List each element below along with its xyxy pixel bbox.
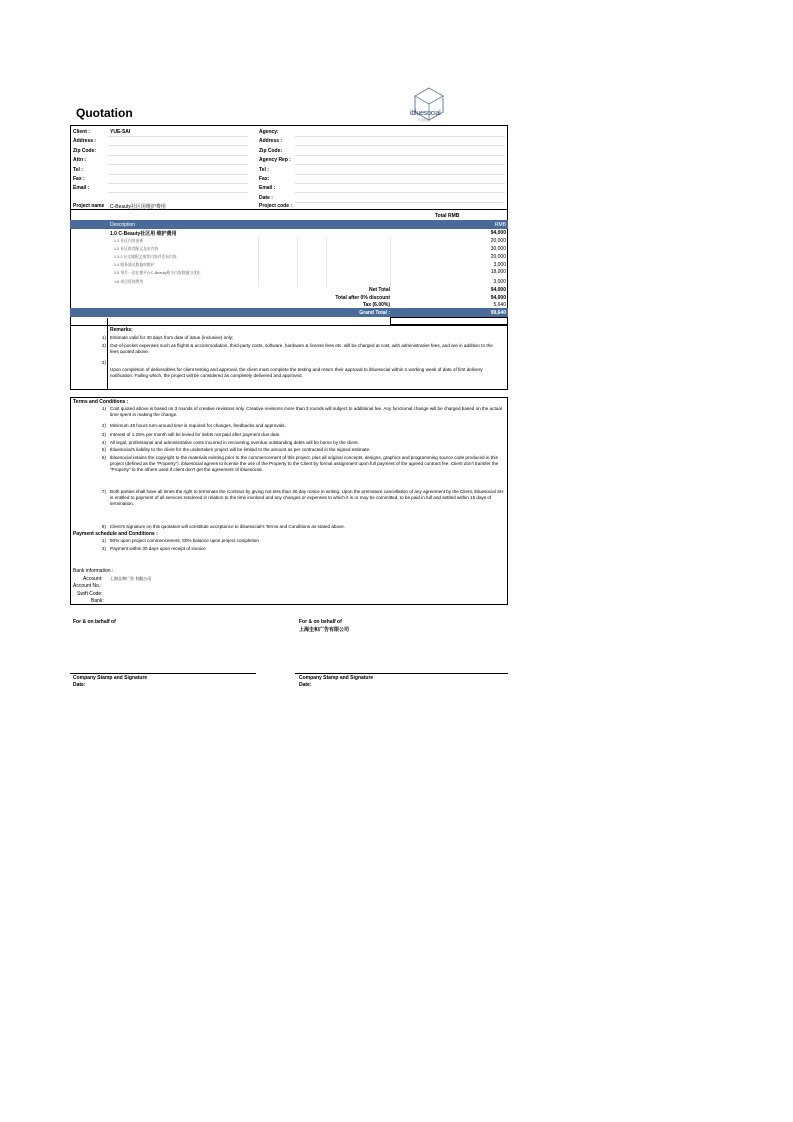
- field-line: [295, 155, 505, 156]
- field-line: [295, 174, 505, 175]
- term-text: Interest of 1.25% per month will be levied for debts not paid after payment due date.: [110, 432, 281, 437]
- bank-account-label: Account:: [83, 576, 103, 582]
- line-item-amount: 20,000: [490, 254, 506, 260]
- term-text: Both parties shall have all times the right to terminate the Contract by giving not less than 30 day notice in writing. Upon the premature cancellation of any agreement by the Client, ibluesocial SH is entitled to payment of all services rendered in relation to the time involved and any changes or expenses to which it is or may be committed, to be paid in full and settled within 15 days of termination.: [110, 489, 504, 506]
- line-item-text: 1.4 服务器及数据库维护: [114, 263, 155, 267]
- grand-total-bar: [70, 308, 508, 317]
- remark-number: 1): [101, 335, 106, 340]
- payment-text: Payment within 30 days upon receipt of invoice: [110, 545, 206, 551]
- line-item-amount: 3,000: [493, 262, 506, 268]
- right-stamp-label: Company Stamp and Signature: [299, 675, 374, 681]
- line-item-text: 1.5 每月一次在微平台C-Beauty相关内容数据与优化: [114, 271, 201, 275]
- grid-line: [297, 237, 298, 287]
- client-field-label: Email :: [73, 185, 90, 192]
- grand-total-label: Grand Total :: [359, 310, 390, 316]
- header-description: Description: [110, 222, 136, 228]
- client-field-label: Client :: [73, 129, 90, 135]
- client-field-label: Address :: [73, 138, 97, 145]
- items-header-bar: [70, 220, 508, 229]
- bank-account-value: 上海圭和广告 有限公司: [110, 576, 152, 581]
- left-behalf-label: For & on behalf of: [73, 619, 116, 625]
- payment-text: 50% upon project commencement, 50% balance upon project completion: [110, 538, 259, 543]
- agency-field-label: Agency:: [259, 129, 279, 135]
- bank-swift-label: Swift Code:: [77, 591, 103, 597]
- line-item-amount: 30,000: [490, 246, 506, 252]
- payment-number: 1): [101, 538, 106, 543]
- remarks-title: Remarks:: [110, 327, 133, 333]
- logo-text: ibluesocial: [410, 110, 441, 117]
- line-item-amount: 18,000: [490, 269, 506, 275]
- field-line: [295, 136, 505, 137]
- agency-field-label: Agency Rep :: [259, 157, 291, 164]
- remarks-divider: [107, 318, 108, 390]
- term-number: 3): [101, 432, 106, 437]
- term-text: Ibluesocial's liability to the client for the undertaken project will be limited to the amount as per contracted in the signed estimate.: [110, 447, 371, 452]
- agency-field-label: Zip Code:: [259, 147, 283, 154]
- line-item-text: 1.3.2 社交媒配文推荐内容并发布内容: [114, 255, 177, 259]
- term-number: 5): [101, 447, 106, 452]
- line-item-amount: 20,000: [490, 238, 506, 244]
- field-line: [108, 164, 248, 165]
- line-item-text: 1.1 社区内容更新: [114, 239, 144, 243]
- bank-account-no-label: Account No.:: [73, 583, 102, 589]
- term-number: 4): [101, 440, 106, 445]
- client-field-label: Attn :: [73, 157, 87, 164]
- field-line: [295, 183, 505, 184]
- grid-line: [390, 237, 391, 287]
- left-date-label: Date:: [73, 682, 86, 688]
- remark-text: Upon completion of deliverables for client testing and approval, the client must complete the testing and return their approval to ibluesocial within 1 working week of date of first delivery notification. Failing which, the project will be considered as completely delivered and approved.: [110, 367, 483, 378]
- field-line: [108, 174, 248, 175]
- remark-number: 3): [101, 360, 106, 365]
- field-line: [295, 192, 505, 193]
- term-text: Ibluesocial retains the copyright to the materials existing prior to the commencement of this project, plus all original concepts, designs, graphics and programming source code produced in this project (defined as the “Property”). ibluesocial agrees to license the use of the Property to the Client by formal assignment upon full payment of the agreed contract fee. Client don't transfer the “Property” to the others used if client don't get the agreement of ibluesocial.: [110, 455, 499, 472]
- line-item-text: 1.2 社区推荐配文及布内容: [114, 247, 159, 251]
- agency-field-label: Date :: [259, 194, 273, 201]
- project-code-label: Project code :: [259, 203, 293, 209]
- payment-title: Payment schedule and Conditions :: [73, 531, 158, 537]
- discount-value: 94,000: [490, 295, 506, 301]
- term-text: Client’s signature on this quotation will constitute acceptance to ibluesocial's Terms and Conditions as stated above.: [110, 524, 346, 529]
- right-date-label: Date:: [299, 682, 312, 688]
- term-text: All legal, professional and administrative costs incurred in recovering overdue outstanding debts will be borne by the client.: [110, 440, 359, 445]
- left-stamp-label: Company Stamp and Signature: [73, 675, 148, 681]
- project-name-label: Project name: [73, 203, 105, 209]
- field-line: [108, 192, 248, 193]
- total-rmb-label: Total RMB: [435, 213, 460, 219]
- left-small-box: [70, 317, 109, 325]
- right-company-name: 上海圭和广告有限公司: [299, 627, 350, 633]
- agency-field-label: Address :: [259, 138, 283, 145]
- client-field-label: Zip Code:: [73, 147, 97, 154]
- term-text: Minimum 48 hours turn-around time is required for changes, feedbacks and approvals.: [110, 423, 286, 428]
- term-number: 8): [101, 524, 106, 529]
- grid-line: [258, 237, 259, 287]
- client-field-label: Fax :: [73, 176, 85, 182]
- tax-value: 5,640: [493, 302, 506, 308]
- agency-field-label: Fax:: [259, 176, 270, 182]
- left-signature-line: [70, 673, 256, 674]
- client-field-label: Tel :: [73, 166, 83, 173]
- discount-label: Total after 0% discount: [335, 295, 390, 301]
- field-line: [295, 145, 505, 146]
- term-number: 1): [101, 406, 106, 411]
- agency-field-label: Email :: [259, 185, 276, 192]
- field-line: [295, 164, 505, 165]
- remark-text: Estimate valid for 30 days from date of issue (inclusive) only;: [110, 335, 234, 340]
- project-name-value: C-Beauty社区用维护费用: [110, 204, 166, 210]
- net-total-label: Net Total: [368, 287, 390, 293]
- right-signature-line: [295, 673, 508, 674]
- term-number: 6): [101, 455, 106, 460]
- page-title: Quotation: [76, 106, 133, 120]
- field-line: [108, 145, 248, 146]
- payment-number: 2): [101, 545, 106, 551]
- client-value: YUE-SAI: [110, 129, 131, 135]
- field-line: [108, 183, 248, 184]
- terms-title: Terms and Conditions :: [73, 399, 129, 405]
- client-agency-block: [70, 125, 508, 210]
- tax-label: Tax (6.00%): [362, 302, 390, 308]
- grand-total-value: 99,640: [490, 310, 506, 316]
- grid-line: [326, 237, 327, 287]
- right-behalf-label: For & on behalf of: [299, 619, 342, 625]
- term-text: Cost quoted above is based on 3 rounds of creative revisions only. Creative revisions more than 3 rounds will subject to additional fee. Any functional change will be charged based on the actual time spent in making the change.: [110, 406, 502, 417]
- totals-right-box: [390, 317, 508, 325]
- remark-number: 2): [101, 343, 106, 348]
- agency-field-label: Tel :: [259, 166, 269, 173]
- net-total-value: 94,000: [490, 287, 506, 293]
- term-number: 7): [101, 489, 106, 494]
- header-rmb: RMB: [494, 222, 506, 228]
- field-line: [295, 202, 505, 203]
- line-item-text: 1.6 项目管理费用: [114, 280, 144, 284]
- section-title: 1.0 C-Beauty社区用 维护费用: [110, 231, 177, 237]
- field-line: [108, 136, 248, 137]
- bank-title: Bank information :: [73, 568, 114, 574]
- bank-bank-label: Bank:: [91, 598, 104, 604]
- section-amount: 94,000: [490, 230, 506, 236]
- line-item-amount: 3,000: [493, 279, 506, 285]
- remark-text: Out-of-pocket expenses such as flights & accommodation, third-party costs, software, hardware & license fees etc, will be charged at cost, with administrative fees, and are in addition to the fees quoted above.: [110, 343, 493, 354]
- field-line: [108, 155, 248, 156]
- logo-subtext: 环蓝集团: [418, 118, 431, 122]
- term-number: 2): [101, 423, 106, 428]
